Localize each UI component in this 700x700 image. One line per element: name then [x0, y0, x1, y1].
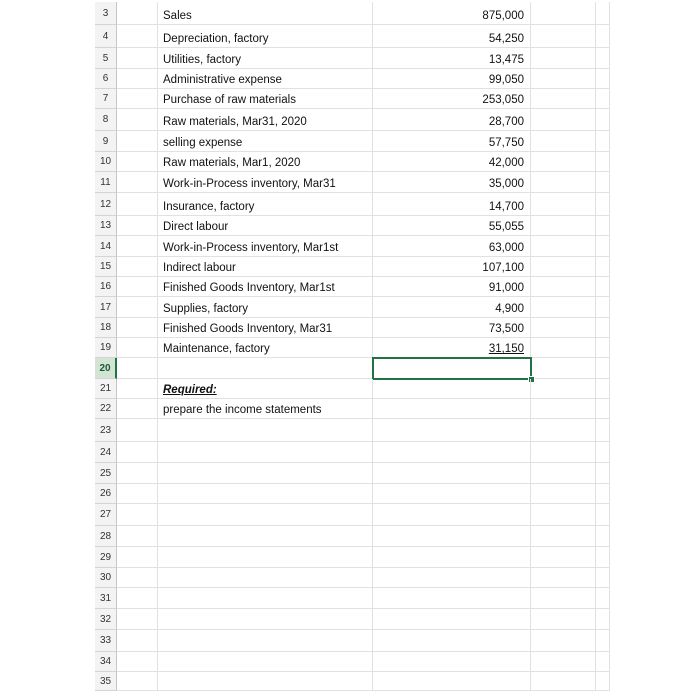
cell-e-33[interactable]	[596, 630, 610, 652]
cell-e-22[interactable]	[596, 399, 610, 419]
cell-label-24[interactable]	[158, 442, 373, 463]
cell-d-31[interactable]	[531, 588, 596, 609]
cell-value-17[interactable]	[373, 297, 531, 318]
row-header-27[interactable]: 27	[95, 504, 117, 526]
cell-label-10[interactable]: Raw materials, Mar1, 2020	[158, 152, 373, 172]
cell-value-24[interactable]	[373, 442, 531, 463]
row-header-21[interactable]: 21	[95, 379, 117, 399]
cell-a-5[interactable]	[117, 48, 158, 69]
cell-d-29[interactable]	[531, 547, 596, 568]
cell-value-19[interactable]	[373, 338, 531, 358]
cell-d-8[interactable]	[531, 109, 596, 131]
row-header-34[interactable]: 34	[95, 652, 117, 672]
cell-e-4[interactable]	[596, 25, 610, 48]
cell-a-28[interactable]	[117, 526, 158, 547]
cell-value-28[interactable]	[373, 526, 531, 547]
cell-value-4[interactable]	[373, 25, 531, 48]
cell-value-text: 91,000	[488, 282, 524, 294]
row-header-10[interactable]: 10	[95, 152, 117, 172]
cell-a-32[interactable]	[117, 609, 158, 630]
cell-label-13[interactable]: Direct labour	[158, 216, 373, 236]
cell-label-3[interactable]: Sales	[158, 2, 373, 25]
cell-label-30[interactable]	[158, 568, 373, 588]
cell-e-16[interactable]	[596, 277, 610, 297]
cell-a-30[interactable]	[117, 568, 158, 588]
cell-e-31[interactable]	[596, 588, 610, 609]
cell-value-5[interactable]	[373, 48, 531, 69]
cell-label-5[interactable]: Utilities, factory	[158, 48, 373, 69]
cell-a-16[interactable]	[117, 277, 158, 297]
cell-a-7[interactable]	[117, 89, 158, 109]
cell-e-14[interactable]	[596, 236, 610, 257]
cell-value-23[interactable]	[373, 419, 531, 442]
cell-label-32[interactable]	[158, 609, 373, 630]
cell-value-text: 107,100	[482, 262, 524, 274]
row-header-31[interactable]: 31	[95, 588, 117, 609]
cell-value-30[interactable]	[373, 568, 531, 588]
row-header-18[interactable]: 18	[95, 318, 117, 338]
cell-d-25[interactable]	[531, 463, 596, 484]
cell-a-12[interactable]	[117, 193, 158, 216]
cell-label-25[interactable]	[158, 463, 373, 484]
cell-a-10[interactable]	[117, 152, 158, 172]
row-header-30[interactable]: 30	[95, 568, 117, 588]
cell-d-26[interactable]	[531, 484, 596, 504]
row-header-26[interactable]: 26	[95, 484, 117, 504]
cell-d-11[interactable]	[531, 172, 596, 193]
cell-d-12[interactable]	[531, 193, 596, 216]
cell-label-11[interactable]: Work-in-Process inventory, Mar31	[158, 172, 373, 193]
cell-d-20[interactable]	[531, 358, 596, 379]
cell-value-27[interactable]	[373, 504, 531, 526]
cell-a-8[interactable]	[117, 109, 158, 131]
cell-label-33[interactable]	[158, 630, 373, 652]
cell-d-33[interactable]	[531, 630, 596, 652]
cell-value-34[interactable]	[373, 652, 531, 672]
cell-e-30[interactable]	[596, 568, 610, 588]
cell-a-27[interactable]	[117, 504, 158, 526]
cell-a-29[interactable]	[117, 547, 158, 568]
cell-d-34[interactable]	[531, 652, 596, 672]
cell-e-35[interactable]	[596, 672, 610, 691]
cell-d-19[interactable]	[531, 338, 596, 358]
cell-value-21[interactable]	[373, 379, 531, 399]
cell-a-15[interactable]	[117, 257, 158, 277]
row-header-6[interactable]: 6	[95, 69, 117, 89]
cell-e-9[interactable]	[596, 131, 610, 152]
row-header-35[interactable]: 35	[95, 672, 117, 691]
row-header-3[interactable]: 3	[95, 2, 117, 25]
cell-e-3[interactable]	[596, 2, 610, 25]
row-header-9[interactable]: 9	[95, 131, 117, 152]
cell-label-26[interactable]	[158, 484, 373, 504]
cell-value-32[interactable]	[373, 609, 531, 630]
row-header-13[interactable]: 13	[95, 216, 117, 236]
cell-e-10[interactable]	[596, 152, 610, 172]
cell-label-20[interactable]	[158, 358, 373, 379]
cell-label-23[interactable]	[158, 419, 373, 442]
cell-value-text: 35,000	[488, 178, 524, 190]
cell-d-28[interactable]	[531, 526, 596, 547]
cell-label-9[interactable]: selling expense	[158, 131, 373, 152]
cell-a-17[interactable]	[117, 297, 158, 318]
cell-value-13[interactable]	[373, 216, 531, 236]
row-header-5[interactable]: 5	[95, 48, 117, 69]
cell-value-text: 55,055	[488, 221, 524, 233]
cell-label-34[interactable]	[158, 652, 373, 672]
cell-label-22[interactable]: prepare the income statements	[158, 399, 373, 419]
row-header-28[interactable]: 28	[95, 526, 117, 547]
cell-value-6[interactable]	[373, 69, 531, 89]
cell-label-29[interactable]	[158, 547, 373, 568]
cell-e-7[interactable]	[596, 89, 610, 109]
cell-label-16[interactable]: Finished Goods Inventory, Mar1st	[158, 277, 373, 297]
row-header-12[interactable]: 12	[95, 193, 117, 216]
cell-e-23[interactable]	[596, 419, 610, 442]
cell-label-19[interactable]: Maintenance, factory	[158, 338, 373, 358]
row-header-29[interactable]: 29	[95, 547, 117, 568]
cell-a-13[interactable]	[117, 216, 158, 236]
cell-label-14[interactable]: Work-in-Process inventory, Mar1st	[158, 236, 373, 257]
cell-value-text: 4,900	[495, 303, 524, 315]
cell-a-35[interactable]	[117, 672, 158, 691]
cell-d-17[interactable]	[531, 297, 596, 318]
row-header-22[interactable]: 22	[95, 399, 117, 419]
cell-value-15[interactable]	[373, 257, 531, 277]
row-header-20[interactable]: 20	[95, 358, 117, 379]
cell-value-10[interactable]	[373, 152, 531, 172]
cell-d-22[interactable]	[531, 399, 596, 419]
cell-label-15[interactable]: Indirect labour	[158, 257, 373, 277]
cell-e-29[interactable]	[596, 547, 610, 568]
row-header-16[interactable]: 16	[95, 277, 117, 297]
row-header-8[interactable]: 8	[95, 109, 117, 131]
cell-e-26[interactable]	[596, 484, 610, 504]
cell-value-text: 31,150	[488, 343, 524, 355]
cell-value-29[interactable]	[373, 547, 531, 568]
cell-value-text: 875,000	[482, 10, 524, 22]
cell-value-8[interactable]	[373, 109, 531, 131]
cell-a-31[interactable]	[117, 588, 158, 609]
cell-a-25[interactable]	[117, 463, 158, 484]
cell-d-3[interactable]	[531, 2, 596, 25]
cell-label-31[interactable]	[158, 588, 373, 609]
cell-d-30[interactable]	[531, 568, 596, 588]
cell-e-19[interactable]	[596, 338, 610, 358]
cell-e-6[interactable]	[596, 69, 610, 89]
cell-d-23[interactable]	[531, 419, 596, 442]
cell-label-27[interactable]	[158, 504, 373, 526]
cell-a-3[interactable]	[117, 2, 158, 25]
row-header-14[interactable]: 14	[95, 236, 117, 257]
cell-label-8[interactable]: Raw materials, Mar31, 2020	[158, 109, 373, 131]
cell-value-7[interactable]	[373, 89, 531, 109]
cell-d-16[interactable]	[531, 277, 596, 297]
row-header-15[interactable]: 15	[95, 257, 117, 277]
cell-a-20[interactable]	[117, 358, 158, 379]
cell-a-14[interactable]	[117, 236, 158, 257]
cell-e-24[interactable]	[596, 442, 610, 463]
cell-label-6[interactable]: Administrative expense	[158, 69, 373, 89]
cell-a-23[interactable]	[117, 419, 158, 442]
cell-label-7[interactable]: Purchase of raw materials	[158, 89, 373, 109]
row-header-33[interactable]: 33	[95, 630, 117, 652]
cell-a-11[interactable]	[117, 172, 158, 193]
row-header-4[interactable]: 4	[95, 25, 117, 48]
cell-e-34[interactable]	[596, 652, 610, 672]
cell-d-24[interactable]	[531, 442, 596, 463]
cell-e-12[interactable]	[596, 193, 610, 216]
cell-value-text: 14,700	[488, 201, 524, 213]
cell-e-27[interactable]	[596, 504, 610, 526]
cell-e-5[interactable]	[596, 48, 610, 69]
cell-d-15[interactable]	[531, 257, 596, 277]
row-header-25[interactable]: 25	[95, 463, 117, 484]
cell-value-text: 42,000	[488, 157, 524, 169]
cell-value-12[interactable]	[373, 193, 531, 216]
cell-d-9[interactable]	[531, 131, 596, 152]
cell-d-27[interactable]	[531, 504, 596, 526]
cell-a-24[interactable]	[117, 442, 158, 463]
cell-d-13[interactable]	[531, 216, 596, 236]
cell-d-10[interactable]	[531, 152, 596, 172]
cell-d-6[interactable]	[531, 69, 596, 89]
cell-value-20[interactable]	[373, 358, 531, 379]
cell-e-25[interactable]	[596, 463, 610, 484]
cell-d-32[interactable]	[531, 609, 596, 630]
cell-e-13[interactable]	[596, 216, 610, 236]
cell-value-text: 54,250	[488, 33, 524, 45]
cell-d-21[interactable]	[531, 379, 596, 399]
cell-label-4[interactable]: Depreciation, factory	[158, 25, 373, 48]
cell-value-35[interactable]	[373, 672, 531, 691]
cell-a-4[interactable]	[117, 25, 158, 48]
cell-e-32[interactable]	[596, 609, 610, 630]
cell-value-3[interactable]	[373, 2, 531, 25]
cell-e-28[interactable]	[596, 526, 610, 547]
cell-label-18[interactable]: Finished Goods Inventory, Mar31	[158, 318, 373, 338]
row-header-17[interactable]: 17	[95, 297, 117, 318]
cell-d-7[interactable]	[531, 89, 596, 109]
cell-d-18[interactable]	[531, 318, 596, 338]
cell-value-16[interactable]	[373, 277, 531, 297]
cell-e-11[interactable]	[596, 172, 610, 193]
cell-label-21[interactable]: Required:	[158, 379, 373, 399]
cell-e-20[interactable]	[596, 358, 610, 379]
row-header-11[interactable]: 11	[95, 172, 117, 193]
cell-label-12[interactable]: Insurance, factory	[158, 193, 373, 216]
cell-e-15[interactable]	[596, 257, 610, 277]
cell-label-28[interactable]	[158, 526, 373, 547]
cell-value-33[interactable]	[373, 630, 531, 652]
cell-a-26[interactable]	[117, 484, 158, 504]
cell-d-5[interactable]	[531, 48, 596, 69]
cell-value-text: 99,050	[488, 74, 524, 86]
cell-a-9[interactable]	[117, 131, 158, 152]
cell-a-18[interactable]	[117, 318, 158, 338]
row-header-32[interactable]: 32	[95, 609, 117, 630]
cell-label-17[interactable]: Supplies, factory	[158, 297, 373, 318]
cell-value-text: 63,000	[488, 242, 524, 254]
cell-e-17[interactable]	[596, 297, 610, 318]
cell-d-35[interactable]	[531, 672, 596, 691]
cell-value-text: 57,750	[488, 137, 524, 149]
cell-value-31[interactable]	[373, 588, 531, 609]
cell-a-19[interactable]	[117, 338, 158, 358]
cell-a-34[interactable]	[117, 652, 158, 672]
cell-value-22[interactable]	[373, 399, 531, 419]
cell-d-4[interactable]	[531, 25, 596, 48]
cell-label-35[interactable]	[158, 672, 373, 691]
row-header-23[interactable]: 23	[95, 419, 117, 442]
cell-e-18[interactable]	[596, 318, 610, 338]
cell-value-text: 253,050	[482, 94, 524, 106]
cell-value-18[interactable]	[373, 318, 531, 338]
cell-e-8[interactable]	[596, 109, 610, 131]
cell-value-11[interactable]	[373, 172, 531, 193]
row-header-19[interactable]: 19	[95, 338, 117, 358]
row-header-24[interactable]: 24	[95, 442, 117, 463]
cell-d-14[interactable]	[531, 236, 596, 257]
cell-a-22[interactable]	[117, 399, 158, 419]
cell-value-text: 13,475	[488, 54, 524, 66]
cell-value-text: 73,500	[488, 323, 524, 335]
cell-a-6[interactable]	[117, 69, 158, 89]
cell-value-14[interactable]	[373, 236, 531, 257]
cell-a-33[interactable]	[117, 630, 158, 652]
cell-a-21[interactable]	[117, 379, 158, 399]
row-header-7[interactable]: 7	[95, 89, 117, 109]
cell-value-26[interactable]	[373, 484, 531, 504]
cell-e-21[interactable]	[596, 379, 610, 399]
cell-value-25[interactable]	[373, 463, 531, 484]
cell-value-9[interactable]	[373, 131, 531, 152]
cell-value-text: 28,700	[488, 116, 524, 128]
